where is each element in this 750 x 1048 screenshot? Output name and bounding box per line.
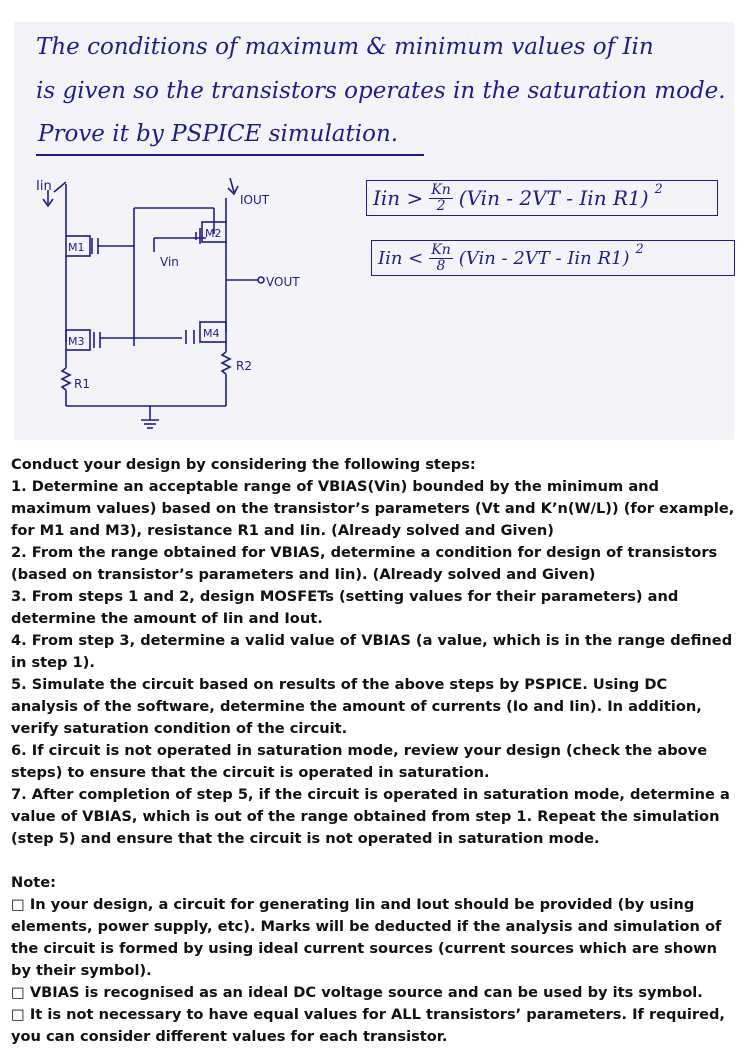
label-iin: Iin	[36, 179, 52, 194]
eq1-fraction	[429, 183, 452, 214]
step-1: 1. Determine an acceptable range of VBIAS(Vin) bounded by the minimum and maximum values) based on the transistor’s parameters (Vt and K’n(W/L)) (for example, for M1 and M3), resistance R1 and Iin. (Already solved and Given)	[11, 478, 735, 539]
circuit-diagram	[14, 22, 734, 440]
iin-label-tick	[54, 182, 66, 192]
r1-resistor	[62, 368, 70, 390]
eq2-exponent: 2	[635, 241, 644, 257]
label-m2: M2	[205, 227, 222, 240]
label-m3: M3	[68, 335, 85, 348]
label-r2: R2	[236, 359, 252, 373]
eq1-rhs: (Vin - 2VT - Iin R1)	[458, 186, 649, 210]
step-6: 6. If circuit is not operated in saturation mode, review your design (check the above steps) to ensure that the circuit is operated in saturation.	[11, 742, 708, 781]
step-4: 4. From step 3, determine a valid value of VBIAS (a value, which is in the range defined in step 1).	[11, 632, 733, 671]
instructions-intro: Conduct your design by considering the following steps:	[11, 456, 476, 473]
label-vin: Vin	[160, 255, 179, 269]
handwritten-line-2: is given so the transistors operates in the saturation mode.	[36, 78, 726, 104]
label-m1: M1	[68, 241, 85, 254]
label-iout: IOUT	[240, 193, 270, 207]
eq2-rhs: (Vin - 2VT - Iin R1)	[458, 247, 630, 269]
handwritten-figure	[14, 22, 734, 440]
r2-resistor	[222, 352, 230, 374]
eq1-den: 2	[436, 197, 446, 214]
eq2-den: 8	[436, 257, 446, 274]
spacer	[11, 850, 737, 872]
vout-node	[258, 277, 264, 283]
note-title: Note:	[11, 874, 56, 891]
equation-min	[366, 180, 718, 216]
eq2-num: Kn	[431, 241, 451, 258]
note-2: □ VBIAS is recognised as an ideal DC voltage source and can be used by its symbol.	[11, 984, 703, 1001]
step-5: 5. Simulate the circuit based on results of the above steps by PSPICE. Using DC analysis of the software, determine the amount of currents (Io and Iin). In addition, verify saturation condition of the circuit.	[11, 676, 702, 737]
eq2-lhs: Iin <	[378, 247, 424, 269]
eq1-lhs: Iin >	[373, 186, 424, 210]
step-7: 7. After completion of step 5, if the circuit is operated in saturation mode, determine a value of VBIAS, which is out of the range obtained from step 1. Repeat the simulation (step 5) and ensure that the circuit is not operated in saturation mode.	[11, 786, 730, 847]
note-3: □ It is not necessary to have equal values for ALL transistors’ parameters. If required, you can consider different values for each transistor.	[11, 1006, 725, 1045]
instructions	[11, 454, 737, 1048]
label-r1: R1	[74, 377, 90, 391]
equation-max	[371, 240, 735, 276]
note-1: □ In your design, a circuit for generating Iin and Iout should be provided (by using elements, power supply, etc). Marks will be deducted if the analysis and simulation of the circuit is formed by using ideal current sources (current sources which are shown by their symbol).	[11, 896, 722, 979]
eq2-fraction	[429, 243, 452, 274]
step-3: 3. From steps 1 and 2, design MOSFETs (setting values for their parameters) and determine the amount of Iin and Iout.	[11, 588, 679, 627]
eq1-exponent: 2	[654, 181, 663, 197]
handwritten-line-1: The conditions of maximum & minimum values of Iin	[36, 34, 654, 60]
step-2: 2. From the range obtained for VBIAS, determine a condition for design of transistors (based on transistor’s parameters and Iin). (Already solved and Given)	[11, 544, 718, 583]
label-m4: M4	[203, 327, 220, 340]
eq1-num: Kn	[431, 181, 451, 198]
handwritten-line-3: Prove it by PSPICE simulation.	[38, 121, 399, 147]
label-vout: VOUT	[266, 275, 300, 289]
